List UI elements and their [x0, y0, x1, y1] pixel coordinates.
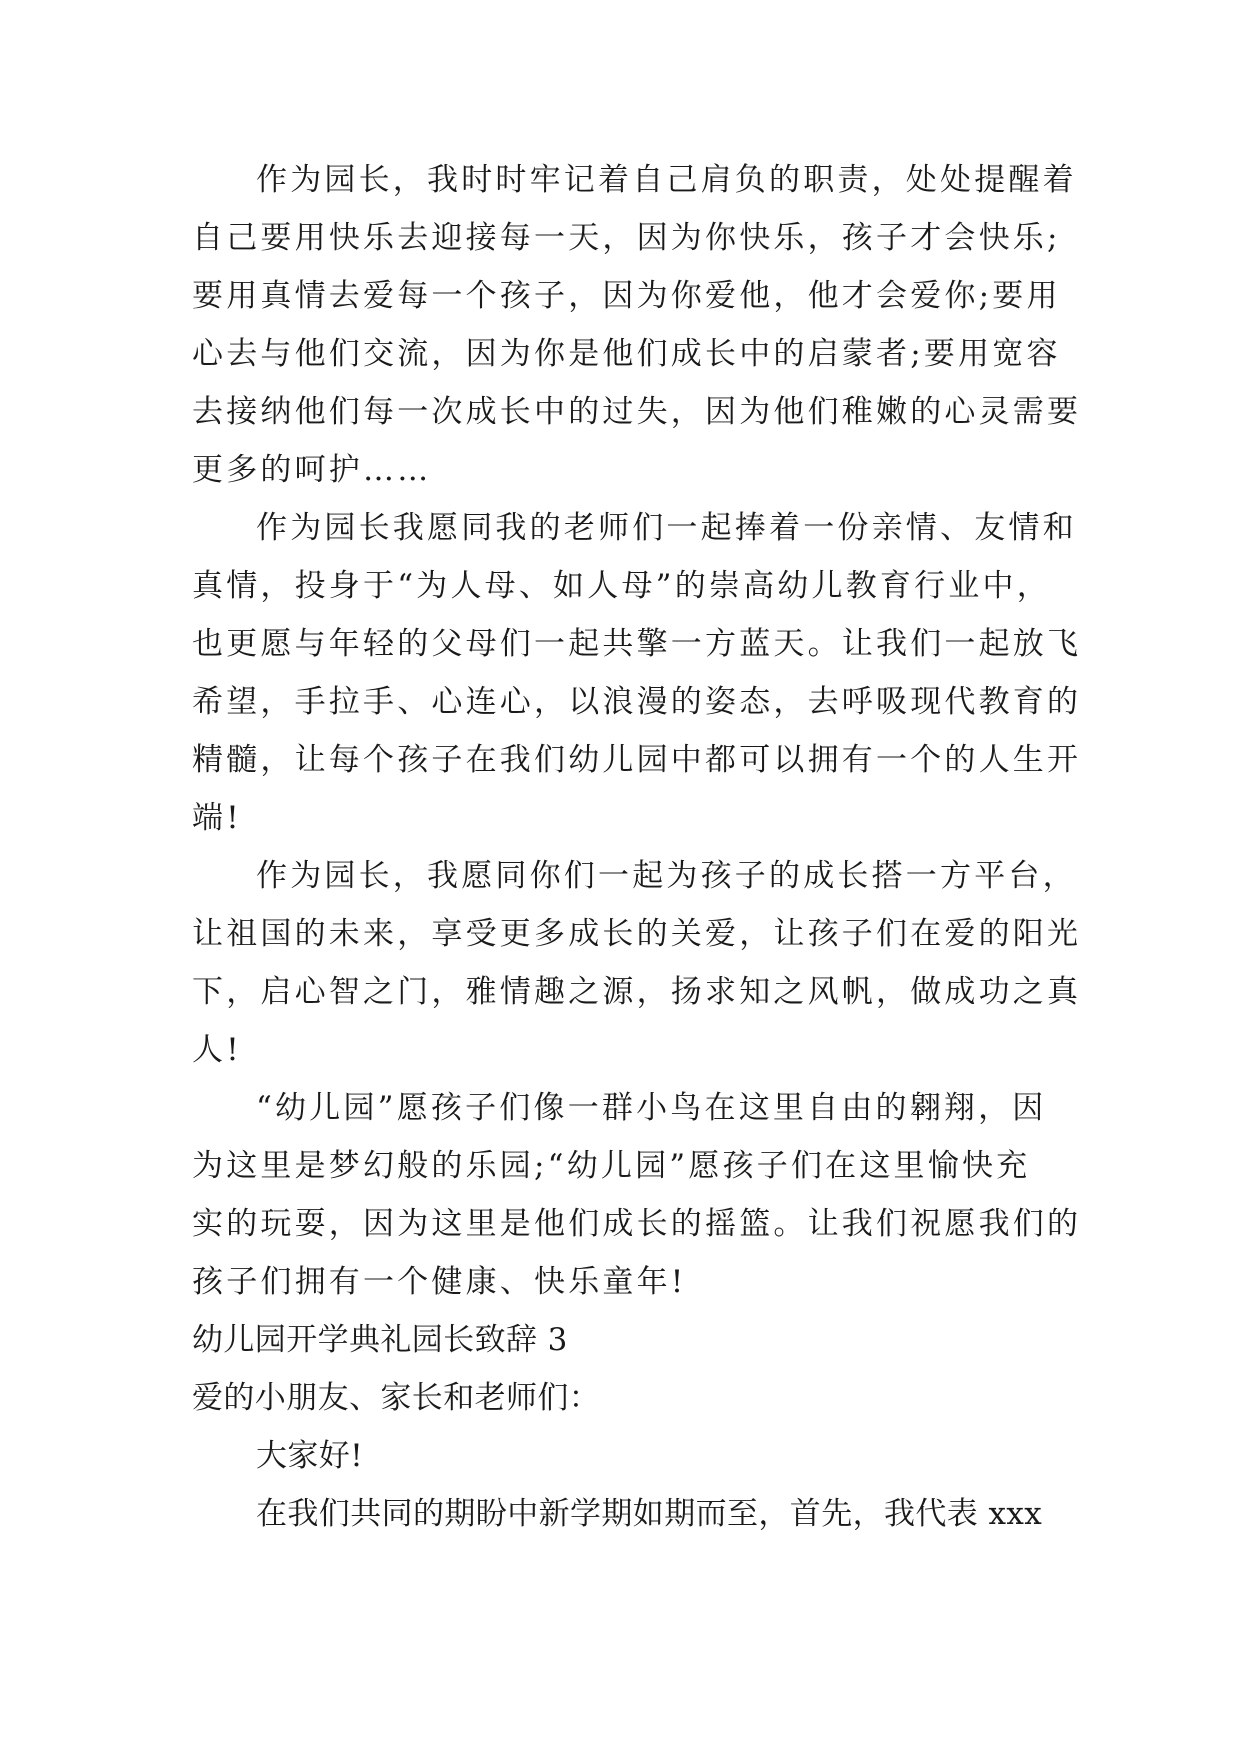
paragraph-2-line-3: 也更愿与年轻的父母们一起共擎一方蓝天。让我们一起放飞: [192, 626, 1082, 662]
paragraph-2-line-6: 端!: [192, 800, 242, 836]
paragraph-3-line-1: 作为园长，我愿同你们一起为孩子的成长搭一方平台，: [256, 858, 1077, 894]
paragraph-1-line-2: 自己要用快乐去迎接每一天，因为你快乐，孩子才会快乐;: [192, 220, 1061, 256]
paragraph-2-line-4: 希望，手拉手、心连心，以浪漫的姿态，去呼吸现代教育的: [192, 684, 1082, 720]
paragraph-1-line-6: 更多的呵护……: [192, 452, 432, 488]
paragraph-1-line-5: 去接纳他们每一次成长中的过失，因为他们稚嫩的心灵需要: [192, 394, 1082, 430]
paragraph-1-line-1: 作为园长，我时时牢记着自己肩负的职责，处处提醒着: [256, 162, 1077, 198]
paragraph-2-line-2: 真情，投身于“为人母、如人母”的崇高幼儿教育行业中，: [192, 568, 1051, 604]
paragraph-2-line-1: 作为园长我愿同我的老师们一起捧着一份亲情、友情和: [256, 510, 1077, 546]
paragraph-3-line-4: 人!: [192, 1032, 242, 1068]
paragraph-4-line-3: 实的玩耍，因为这里是他们成长的摇篮。让我们祝愿我们的: [192, 1206, 1082, 1242]
paragraph-1-line-3: 要用真情去爱每一个孩子，因为你爱他，他才会爱你;要用: [192, 278, 1061, 314]
paragraph-3-line-3: 下，启心智之门，雅情趣之源，扬求知之风帆，做成功之真: [192, 974, 1082, 1010]
paragraph-5-line-1: 在我们共同的期盼中新学期如期而至，首先，我代表 xxx: [256, 1496, 1043, 1532]
paragraph-3-line-2: 让祖国的未来，享受更多成长的关爱，让孩子们在爱的阳光: [192, 916, 1082, 952]
paragraph-4-line-1: “幼儿园”愿孩子们像一群小鸟在这里自由的翱翔，因: [256, 1090, 1047, 1126]
section-heading: 幼儿园开学典礼园长致辞 3: [192, 1322, 568, 1358]
salutation: 爱的小朋友、家长和老师们：: [192, 1380, 601, 1416]
paragraph-2-line-5: 精髓，让每个孩子在我们幼儿园中都可以拥有一个的人生开: [192, 742, 1082, 778]
greeting: 大家好!: [256, 1438, 364, 1474]
paragraph-4-line-2: 为这里是梦幻般的乐园;“幼儿园”愿孩子们在这里愉快充: [192, 1148, 1031, 1184]
paragraph-4-line-4: 孩子们拥有一个健康、快乐童年!: [192, 1264, 687, 1300]
paragraph-1-line-4: 心去与他们交流，因为你是他们成长中的启蒙者;要用宽容: [192, 336, 1061, 372]
